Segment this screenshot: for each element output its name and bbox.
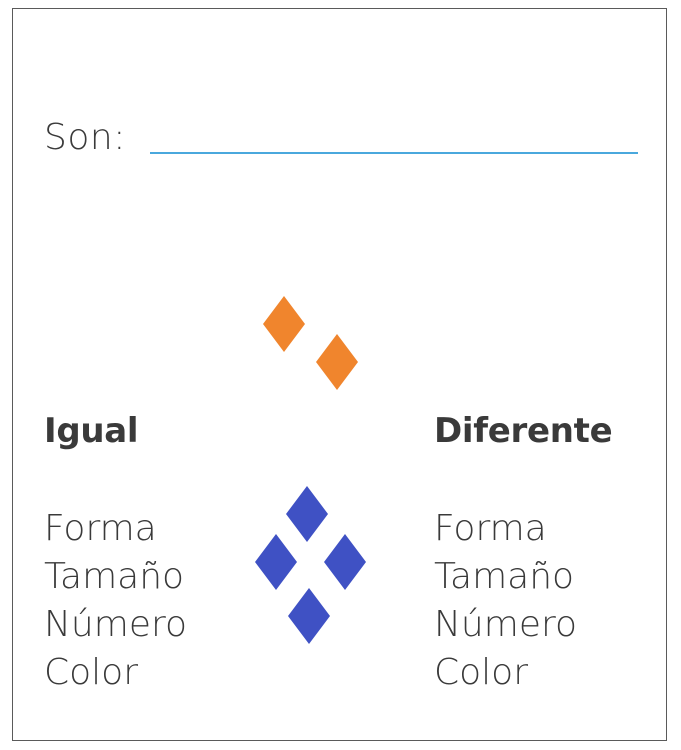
property-forma: Forma <box>434 508 547 549</box>
property-tamano: Tamaño <box>44 556 185 597</box>
property-color: Color <box>44 652 138 693</box>
prompt-row <box>44 117 126 158</box>
igual-property-list <box>44 505 187 697</box>
property-forma: Forma <box>44 508 157 549</box>
property-numero: Número <box>434 604 577 645</box>
property-numero: Número <box>44 604 187 645</box>
property-color: Color <box>434 652 528 693</box>
property-tamano: Tamaño <box>434 556 575 597</box>
diferente-heading: Diferente <box>434 411 613 451</box>
diferente-property-list <box>434 505 577 697</box>
igual-heading: Igual <box>44 411 139 451</box>
answer-line[interactable] <box>150 152 638 154</box>
prompt-label: Son: <box>44 117 126 158</box>
